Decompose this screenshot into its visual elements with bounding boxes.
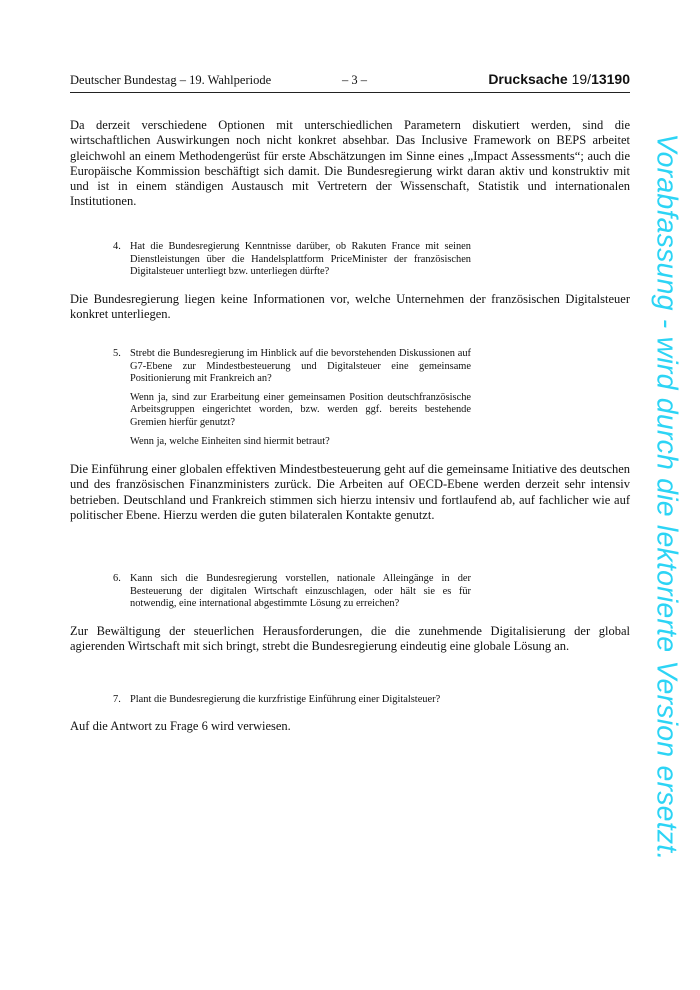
question-text: Plant die Bundesregierung die kurzfristige Einführung einer Digitalsteuer? xyxy=(130,694,441,705)
page-header xyxy=(70,72,630,93)
question-number: 6. xyxy=(113,573,121,584)
answer-4: Die Bundesregierung liegen keine Informationen vor, welche Unternehmen der französischen Digitalsteuer konkret unterliegen. xyxy=(70,292,630,322)
question-subtext: Wenn ja, sind zur Erarbeitung einer gemeinsamen Position deutschfranzösische Arbeitsgruppen eingerichtet worden, bzw. werden ggf. bereits bestehende Gremien hierfür genutzt? xyxy=(130,391,471,428)
answer-paragraph: Da derzeit verschiedene Optionen mit unterschiedlichen Parametern diskutiert werden, sind die wirtschaftlichen Auswirkungen noch nicht konkret absehbar. Das Inclusive Framework on BEPS arbeitet gleichwohl an einem Methodengerüst für erste Abschätzungen im Sinne eines „Impact Assessments“; auch die Europäische Kommission beschäftigt sich damit. Die Bundesregierung wirkt daran aktiv und konstruktiv mit und ist in einem ständigen Austausch mit Vertretern der Wissenschaft, Statistik und internationalen Institutionen. xyxy=(70,118,630,209)
draft-watermark xyxy=(646,112,686,882)
question-5 xyxy=(113,348,471,448)
watermark-text: Vorabfassung - wird durch die lektorierte Version ersetzt. xyxy=(650,133,683,861)
header-parliament: Deutscher Bundestag – 19. Wahlperiode xyxy=(70,73,272,87)
answer-7: Auf die Antwort zu Frage 6 wird verwiesen. xyxy=(70,719,291,733)
question-text: Hat die Bundesregierung Kenntnisse darüber, ob Rakuten France mit seinen Dienstleistungen über die Handelsplattform PriceMinister der französischen Digitalsteuer unterliegt bzw. unterliegen dürfte? xyxy=(130,241,471,278)
question-text: Kann sich die Bundesregierung vorstellen, nationale Alleingänge in der Besteuerung der digitalen Wirtschaft einzuschlagen, oder hält sie es für notwendig, eine international abgestimmte Lösung zu erreichen? xyxy=(130,573,471,610)
question-text: Strebt die Bundesregierung im Hinblick auf die bevorstehenden Diskussionen auf G7-Ebene zur Mindestbesteuerung und Digitalsteuer eine gemeinsame Positionierung mit Frankreich an? xyxy=(130,348,471,385)
document-number xyxy=(488,71,630,87)
doc-number: 13190 xyxy=(591,71,630,87)
question-number: 7. xyxy=(113,694,121,705)
question-4 xyxy=(113,241,471,279)
doc-label: Drucksache xyxy=(488,71,568,87)
question-6 xyxy=(113,573,471,611)
answer-5: Die Einführung einer globalen effektiven Mindestbesteuerung geht auf die gemeinsame Initiative des deutschen und des französischen Finanzministers zurück. Die Arbeiten auf OECD-Ebene werden derzeit sehr intensiv betrieben. Deutschland und Frankreich stimmen sich hierzu intensiv und fortlaufend ab, auf fachlicher wie auf politischer Ebene. Hierzu werden die guten bilateralen Kontakte genutzt. xyxy=(70,462,630,522)
question-number: 4. xyxy=(113,241,121,252)
question-subtext: Wenn ja, welche Einheiten sind hiermit betraut? xyxy=(130,435,330,447)
question-number: 5. xyxy=(113,348,121,359)
doc-volume: 19/ xyxy=(571,71,592,87)
answer-6: Zur Bewältigung der steuerlichen Herausforderungen, die die zunehmende Digitalisierung der global agierenden Wirtschaft mit sich bringt, strebt die Bundesregierung eindeutig eine globale Lösung an. xyxy=(70,624,630,654)
question-7 xyxy=(113,694,471,707)
page-number: – 3 – xyxy=(342,73,367,87)
